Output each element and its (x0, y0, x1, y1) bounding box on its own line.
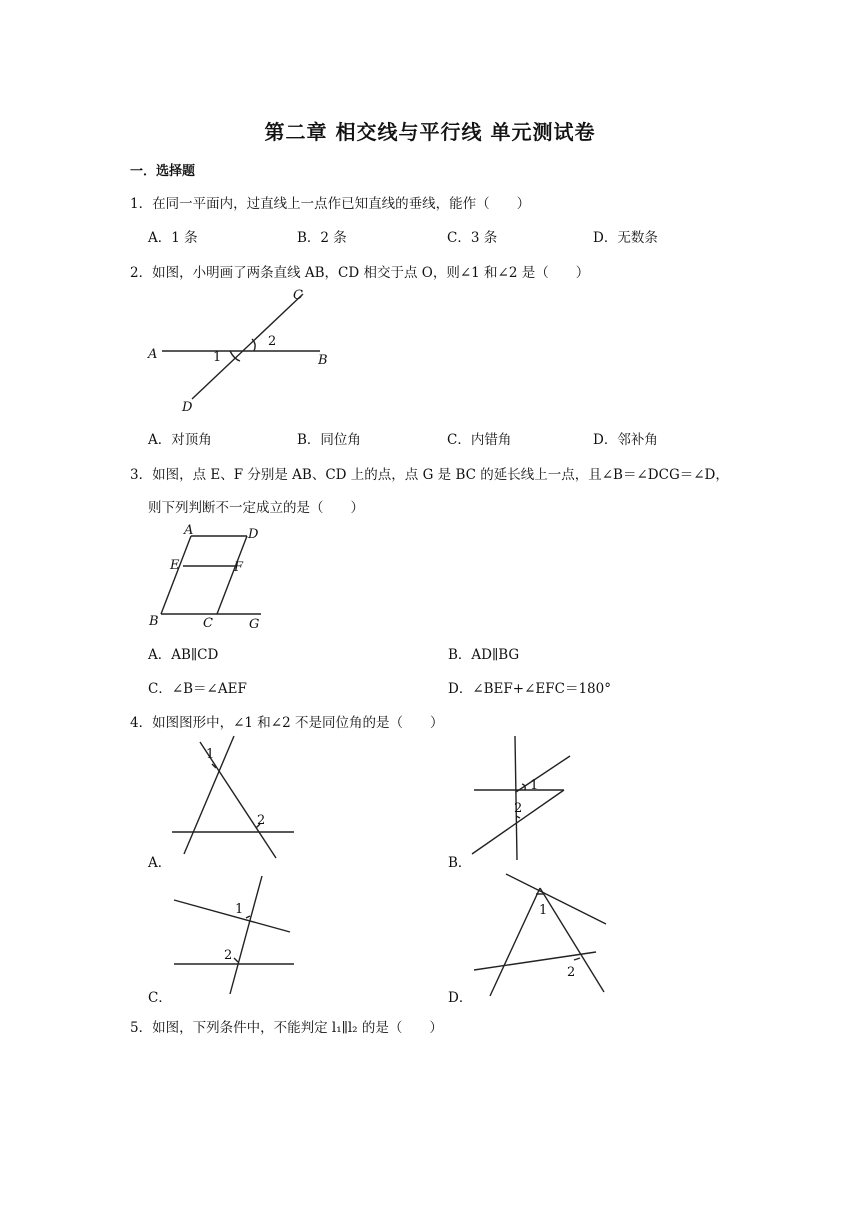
question-4-figure-c (170, 872, 300, 998)
question-3-option-c: C．∠B＝∠AEF (148, 681, 247, 697)
fig4b-angle-1: 1 (530, 778, 539, 793)
question-4-option-d: D． (448, 990, 473, 1006)
fig3-label-f: F (234, 560, 244, 575)
question-5-stem: 5．如图，下列条件中，不能判定 l₁∥l₂ 的是（ ） (130, 1020, 443, 1036)
fig3-label-e: E (170, 558, 180, 573)
question-1-option-d: D．无数条 (593, 230, 658, 246)
fig2-label-a: A (148, 347, 158, 362)
question-4-option-a: A． (148, 855, 172, 871)
fig2-label-d: D (182, 400, 193, 415)
question-1-option-b: B．2 条 (297, 230, 347, 246)
fig4a-angle-1: 1 (206, 747, 215, 762)
question-3-stem: 3．如图，点 E、F 分别是 AB、CD 上的点，点 G 是 BC 的延长线上一点，且∠B＝∠DCG＝∠D， (130, 467, 729, 483)
question-4-option-c: C． (148, 990, 172, 1006)
fig4a-angle-2: 2 (257, 813, 266, 828)
fig4d-angle-2: 2 (567, 965, 576, 980)
question-4-figure-d (470, 870, 610, 1000)
fig3-label-g: G (249, 617, 260, 632)
question-4-option-b: B． (448, 855, 472, 871)
fig2-angle-1: 1 (213, 350, 222, 365)
question-1-option-a: A．1 条 (148, 230, 198, 246)
fig2-angle-2: 2 (268, 334, 277, 349)
fig2-label-c: C (293, 288, 303, 303)
fig3-label-a: A (184, 523, 194, 538)
fig3-label-b: B (149, 614, 159, 629)
question-3-option-d: D．∠BEF+∠EFC＝180° (448, 681, 611, 697)
question-2-option-a: A．对顶角 (148, 432, 212, 448)
question-2-figure (140, 282, 360, 417)
question-3-option-b: B．AD∥BG (448, 647, 520, 663)
fig3-label-c: C (203, 616, 213, 631)
question-2-option-c: C．内错角 (447, 432, 512, 448)
question-2-option-d: D．邻补角 (593, 432, 658, 448)
question-4-stem: 4．如图图形中，∠1 和∠2 不是同位角的是（ ） (130, 715, 444, 731)
page-title: 第二章 相交线与平行线 单元测试卷 (264, 120, 596, 144)
question-3-option-a: A．AB∥CD (148, 647, 219, 663)
fig4d-angle-1: 1 (539, 903, 548, 918)
fig4c-angle-1: 1 (235, 902, 244, 917)
question-4-figure-b (470, 732, 580, 864)
question-2-stem: 2．如图，小明画了两条直线 AB，CD 相交于点 O，则∠1 和∠2 是（ ） (130, 265, 590, 281)
section-heading: 一．选择题 (130, 164, 196, 179)
question-3-figure (145, 522, 275, 634)
question-2-option-b: B．同位角 (297, 432, 361, 448)
fig3-label-d: D (248, 527, 259, 542)
fig2-label-b: B (318, 353, 328, 368)
fig4c-angle-2: 2 (224, 948, 233, 963)
question-1-stem: 1．在同一平面内，过直线上一点作已知直线的垂线，能作（ ） (130, 196, 531, 212)
fig4b-angle-2: 2 (514, 801, 523, 816)
question-1-option-c: C．3 条 (447, 230, 498, 246)
question-4-figure-a (170, 732, 300, 862)
question-3-stem-line2: 则下列判断不一定成立的是（ ） (148, 500, 364, 516)
